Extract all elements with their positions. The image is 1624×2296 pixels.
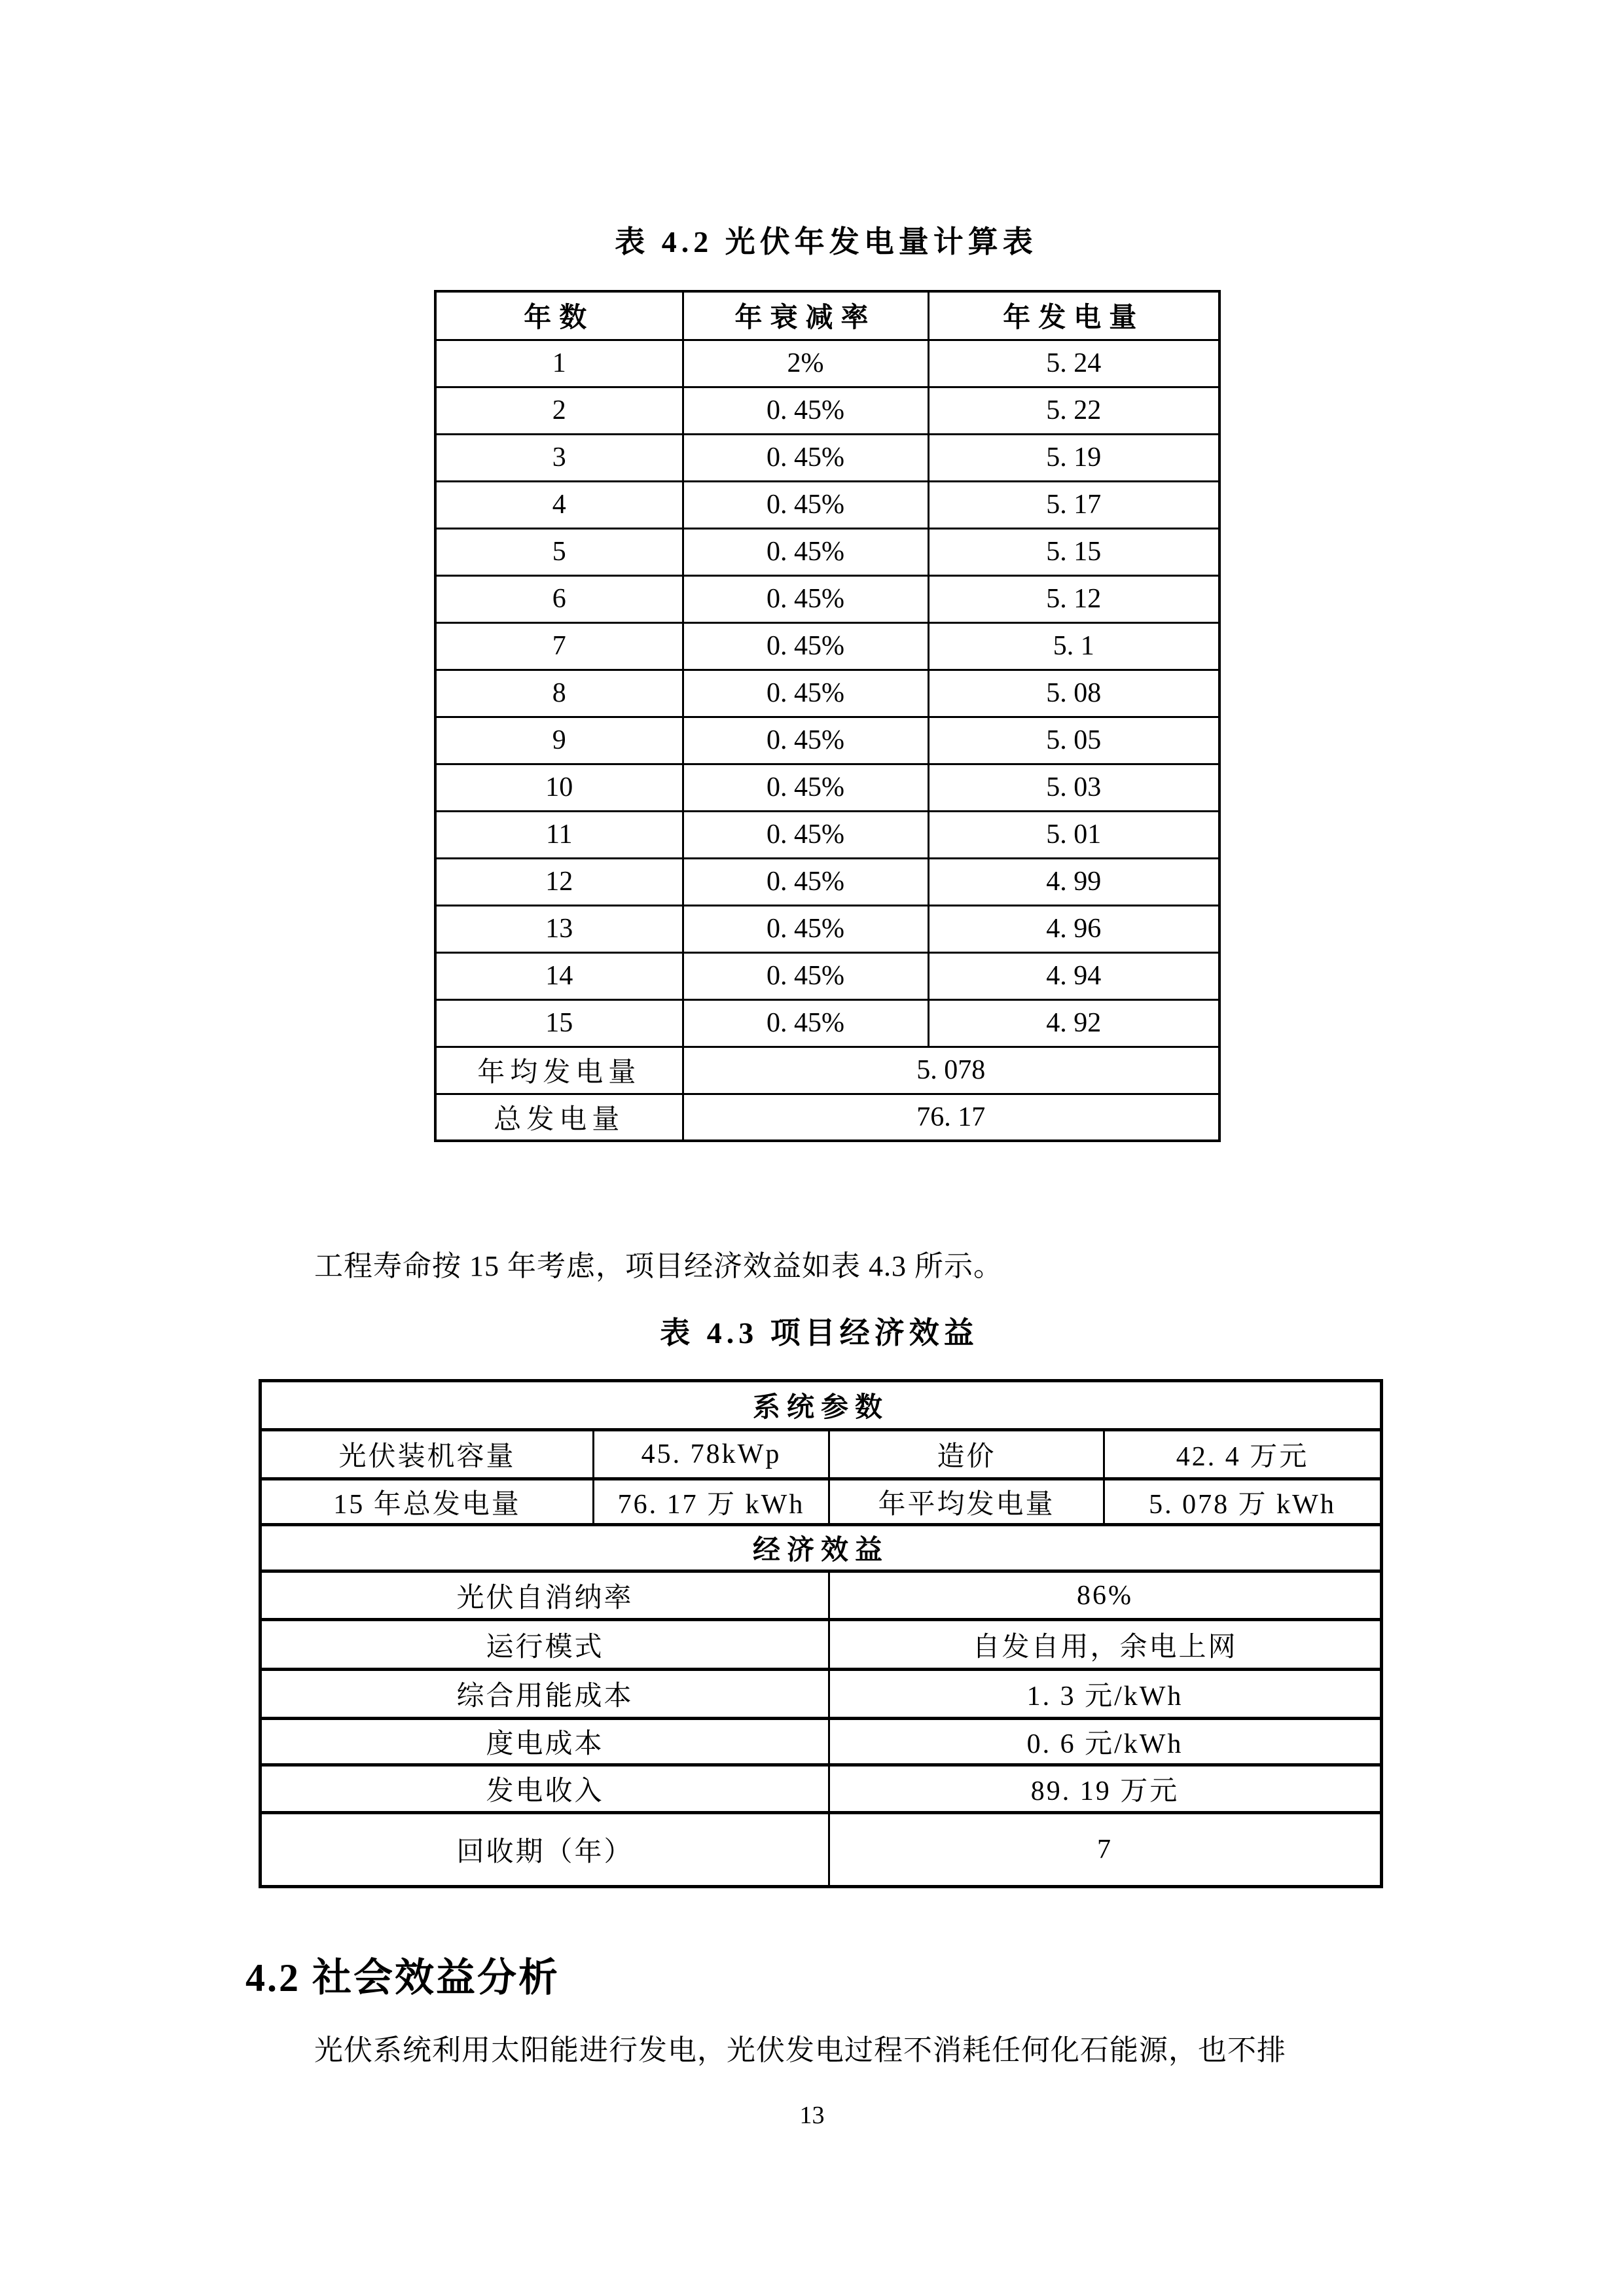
- decay-cell: 2%: [683, 340, 928, 387]
- decay-cell: 0. 45%: [683, 481, 928, 528]
- table-row: [435, 952, 1219, 999]
- label-cell: 发电收入: [261, 1765, 829, 1813]
- footer-label-cell: 年均发电量: [435, 1047, 683, 1094]
- generation-cell: 5. 22: [928, 387, 1219, 434]
- generation-cell: 5. 1: [928, 622, 1219, 670]
- year-cell: 1: [435, 340, 683, 387]
- year-cell: 9: [435, 717, 683, 764]
- decay-cell: 0. 45%: [683, 905, 928, 952]
- generation-cell: 5. 19: [928, 434, 1219, 481]
- table-row: [435, 811, 1219, 858]
- table-row: [435, 999, 1219, 1047]
- label-cell: 运行模式: [261, 1620, 829, 1670]
- label-cell: 光伏自消纳率: [261, 1571, 829, 1620]
- column-header-year: 年数: [435, 291, 683, 340]
- decay-cell: 0. 45%: [683, 858, 928, 905]
- footer-value-cell: 5. 078: [683, 1047, 1219, 1094]
- generation-cell: 5. 03: [928, 764, 1219, 811]
- column-header-decay: 年衰减率: [683, 291, 928, 340]
- decay-cell: 0. 45%: [683, 670, 928, 717]
- year-cell: 5: [435, 528, 683, 575]
- table-row: [435, 905, 1219, 952]
- decay-cell: 0. 45%: [683, 434, 928, 481]
- table-row: [261, 1813, 1382, 1887]
- table-row: [261, 1479, 1382, 1525]
- section-header-cell: 经济效益: [261, 1525, 1382, 1571]
- table43-economic-benefit: [259, 1379, 1383, 1888]
- section-header-row-economic-benefit: [261, 1525, 1382, 1571]
- table42-caption: 表 4.2 光伏年发电量计算表: [615, 225, 1038, 259]
- decay-cell: 0. 45%: [683, 528, 928, 575]
- value-cell: 89. 19 万元: [829, 1765, 1382, 1813]
- section-header-row-system-params: [261, 1381, 1382, 1430]
- decay-cell: 0. 45%: [683, 387, 928, 434]
- table-row: [261, 1430, 1382, 1479]
- year-cell: 14: [435, 952, 683, 999]
- value-cell: 1. 3 元/kWh: [829, 1670, 1382, 1719]
- decay-cell: 0. 45%: [683, 764, 928, 811]
- table-row: [261, 1571, 1382, 1620]
- table43-caption: 表 4.3 项目经济效益: [660, 1316, 979, 1350]
- generation-cell: 5. 08: [928, 670, 1219, 717]
- table-row: [435, 575, 1219, 622]
- value-cell: 0. 6 元/kWh: [829, 1719, 1382, 1765]
- label-cell: 15 年总发电量: [261, 1479, 594, 1525]
- table-row: [435, 670, 1219, 717]
- generation-cell: 4. 92: [928, 999, 1219, 1047]
- generation-cell: 5. 15: [928, 528, 1219, 575]
- table-row: [261, 1670, 1382, 1719]
- year-cell: 7: [435, 622, 683, 670]
- generation-cell: 4. 96: [928, 905, 1219, 952]
- paragraph-project-life: 工程寿命按 15 年考虑，项目经济效益如表 4.3 所示。: [314, 1250, 1003, 1282]
- year-cell: 12: [435, 858, 683, 905]
- table-row: [261, 1765, 1382, 1813]
- table-row: [435, 434, 1219, 481]
- year-cell: 13: [435, 905, 683, 952]
- table-row: [435, 764, 1219, 811]
- year-cell: 3: [435, 434, 683, 481]
- year-cell: 6: [435, 575, 683, 622]
- table-row: [435, 717, 1219, 764]
- table-row: [435, 340, 1219, 387]
- table-row: [435, 387, 1219, 434]
- value-cell: 86%: [829, 1571, 1382, 1620]
- value-cell: 76. 17 万 kWh: [594, 1479, 829, 1525]
- generation-cell: 4. 99: [928, 858, 1219, 905]
- decay-cell: 0. 45%: [683, 622, 928, 670]
- paragraph-social-benefit: 光伏系统利用太阳能进行发电，光伏发电过程不消耗任何化石能源，也不排: [314, 2034, 1286, 2066]
- value-cell: 5. 078 万 kWh: [1104, 1479, 1382, 1525]
- year-cell: 8: [435, 670, 683, 717]
- value-cell: 自发自用，余电上网: [829, 1620, 1382, 1670]
- label-cell: 回收期（年）: [261, 1813, 829, 1887]
- table-footer-row-total: [435, 1094, 1219, 1141]
- table-row: [435, 622, 1219, 670]
- decay-cell: 0. 45%: [683, 999, 928, 1047]
- decay-cell: 0. 45%: [683, 575, 928, 622]
- label-cell: 年平均发电量: [829, 1479, 1104, 1525]
- label-cell: 综合用能成本: [261, 1670, 829, 1719]
- table-row: [435, 481, 1219, 528]
- label-cell: 度电成本: [261, 1719, 829, 1765]
- table-row: [435, 528, 1219, 575]
- table-header-row: [435, 291, 1219, 340]
- value-cell: 7: [829, 1813, 1382, 1887]
- column-header-generation: 年发电量: [928, 291, 1219, 340]
- decay-cell: 0. 45%: [683, 717, 928, 764]
- table-row: [435, 858, 1219, 905]
- year-cell: 4: [435, 481, 683, 528]
- footer-label-cell: 总发电量: [435, 1094, 683, 1141]
- decay-cell: 0. 45%: [683, 952, 928, 999]
- label-cell: 造价: [829, 1430, 1104, 1479]
- generation-cell: 4. 94: [928, 952, 1219, 999]
- year-cell: 2: [435, 387, 683, 434]
- year-cell: 10: [435, 764, 683, 811]
- table-footer-row-average: [435, 1047, 1219, 1094]
- value-cell: 45. 78kWp: [594, 1430, 829, 1479]
- generation-cell: 5. 01: [928, 811, 1219, 858]
- generation-cell: 5. 24: [928, 340, 1219, 387]
- year-cell: 15: [435, 999, 683, 1047]
- table-row: [261, 1620, 1382, 1670]
- year-cell: 11: [435, 811, 683, 858]
- generation-cell: 5. 12: [928, 575, 1219, 622]
- page-number: 13: [799, 2102, 825, 2129]
- footer-value-cell: 76. 17: [683, 1094, 1219, 1141]
- generation-cell: 5. 05: [928, 717, 1219, 764]
- decay-cell: 0. 45%: [683, 811, 928, 858]
- table-row: [261, 1719, 1382, 1765]
- value-cell: 42. 4 万元: [1104, 1430, 1382, 1479]
- section-heading: 4.2 社会效益分析: [245, 1956, 560, 2000]
- section-header-cell: 系统参数: [261, 1381, 1382, 1430]
- label-cell: 光伏装机容量: [261, 1430, 594, 1479]
- generation-cell: 5. 17: [928, 481, 1219, 528]
- table42-annual-generation: [434, 290, 1221, 1142]
